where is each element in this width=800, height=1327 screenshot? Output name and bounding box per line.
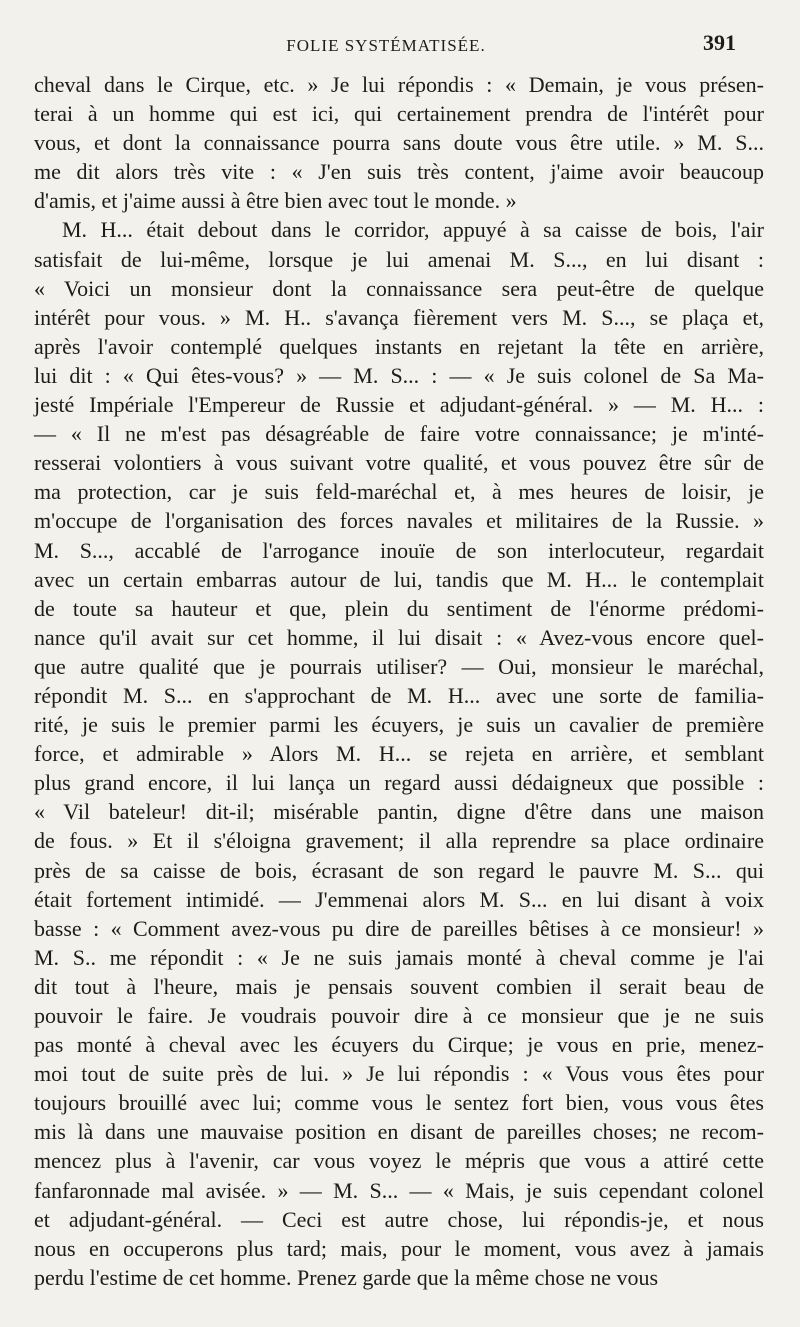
text-line: intérêt pour vous. » M. H.. s'avança fièrement vers M. S..., se plaça et, [34, 304, 764, 330]
text-line: après l'avoir contemplé quelques instants en rejetant la tête en arrière, [34, 333, 764, 359]
text-line: que autre qualité que je pourrais utiliser? — Oui, monsieur le maréchal, [34, 653, 764, 679]
text-line: m'occupe de l'organisation des forces navales et militaires de la Russie. » [34, 508, 764, 534]
text-line: pouvoir le faire. Je voudrais pouvoir dire à ce monsieur que je ne suis [34, 1003, 764, 1028]
text-line: basse : « Comment avez-vous pu dire de pareilles bêtises à ce monsieur! » [34, 915, 764, 941]
text-line: pas monté à cheval avec les écuyers du Cirque; je vous en prie, menez- [34, 1032, 764, 1058]
text-line: M. S.. me répondit : « Je ne suis jamais monté à cheval comme je l'ai [34, 944, 764, 970]
text-line: avec un certain embarras autour de lui, tandis que M. H... le contemplait [34, 566, 764, 592]
text-line: force, et admirable » Alors M. H... se rejeta en arrière, et semblant [34, 741, 764, 767]
text-line: jesté Impériale l'Empereur de Russie et adjudant-général. » — M. H... : [34, 392, 764, 418]
text-line: nous en occuperons plus tard; mais, pour le moment, vous avez à jamais [34, 1235, 764, 1261]
text-line: perdu l'estime de cet homme. Prenez garde que la même chose ne vous [34, 1264, 659, 1290]
text-line: et adjudant-général. — Ceci est autre chose, lui répondis-je, et nous [34, 1206, 764, 1232]
text-line: M. S..., accablé de l'arrogance inouïe de son interlocuteur, regardait [34, 537, 764, 563]
text-line: resserai volontiers à vous suivant votre qualité, et vous pouvez être sûr de [34, 450, 764, 476]
text-line: répondit M. S... en s'approchant de M. H... avec une sorte de familia- [34, 682, 764, 708]
text-line: de fous. » Et il s'éloigna gravement; il alla reprendre sa place ordinaire [34, 828, 764, 854]
page-number: 391 [703, 30, 736, 55]
text-line: satisfait de lui-même, lorsque je lui amenai M. S..., en lui disant : [34, 246, 764, 272]
text-line: « Voici un monsieur dont la connaissance sera peut-être de quelque [34, 275, 764, 301]
text-line: lui dit : « Qui êtes-vous? » — M. S... : — « Je suis colonel de Sa Ma- [34, 362, 764, 388]
page-header [36, 30, 736, 60]
text-line: d'amis, et j'aime aussi à être bien avec tout le monde. » [34, 188, 517, 214]
text-line: mis là dans une mauvaise position en disant de pareilles choses; ne recom- [34, 1119, 764, 1145]
text-line: fanfaronnade mal avisée. » — M. S... — « Mais, je suis cependant colonel [34, 1177, 764, 1203]
text-line: « Vil bateleur! dit-il; misérable pantin, digne d'être dans une maison [34, 799, 764, 825]
text-line: — « Il ne m'est pas désagréable de faire votre connaissance; je m'inté- [34, 421, 764, 447]
running-title: FOLIE SYSTÉMATISÉE. [286, 36, 486, 55]
text-line: nance qu'il avait sur cet homme, il lui disait : « Avez-vous encore quel- [34, 624, 764, 650]
text-line: cheval dans le Cirque, etc. » Je lui répondis : « Demain, je vous présen- [34, 72, 764, 97]
text-line: de toute sa hauteur et que, plein du sentiment de l'énorme prédomi- [34, 595, 764, 621]
text-line: plus grand encore, il lui lança un regard aussi dédaigneux que possible : [34, 770, 764, 796]
text-line: était fortement intimidé. — J'emmenai alors M. S... en lui disant à voix [34, 886, 764, 912]
text-line: terai à un homme qui est ici, qui certainement prendra de l'intérêt pour [34, 101, 764, 127]
text-line: me dit alors très vite : « J'en suis très content, j'aime avoir beaucoup [34, 159, 764, 185]
text-line: moi tout de suite près de lui. » Je lui répondis : « Vous vous êtes pour [34, 1061, 764, 1087]
text-line: toujours brouillé avec lui; comme vous le sentez fort bien, vous vous êtes [34, 1090, 764, 1116]
text-line: près de sa caisse de bois, écrasant de son regard le pauvre M. S... qui [34, 857, 764, 883]
text-line: mencez plus à l'avenir, car vous voyez le mépris que vous a attiré cette [34, 1148, 764, 1174]
text-line: rité, je suis le premier parmi les écuyers, je suis un cavalier de première [34, 712, 764, 738]
text-line: ma protection, car je suis feld-maréchal et, à mes heures de loisir, je [34, 479, 764, 505]
body-text [34, 70, 764, 1292]
text-line: dit tout à l'heure, mais je pensais souvent combien il serait beau de [34, 973, 764, 999]
text-line: M. H... était debout dans le corridor, appuyé à sa caisse de bois, l'air [62, 217, 764, 243]
text-line: vous, et dont la connaissance pourra sans doute vous être utile. » M. S... [34, 130, 764, 156]
